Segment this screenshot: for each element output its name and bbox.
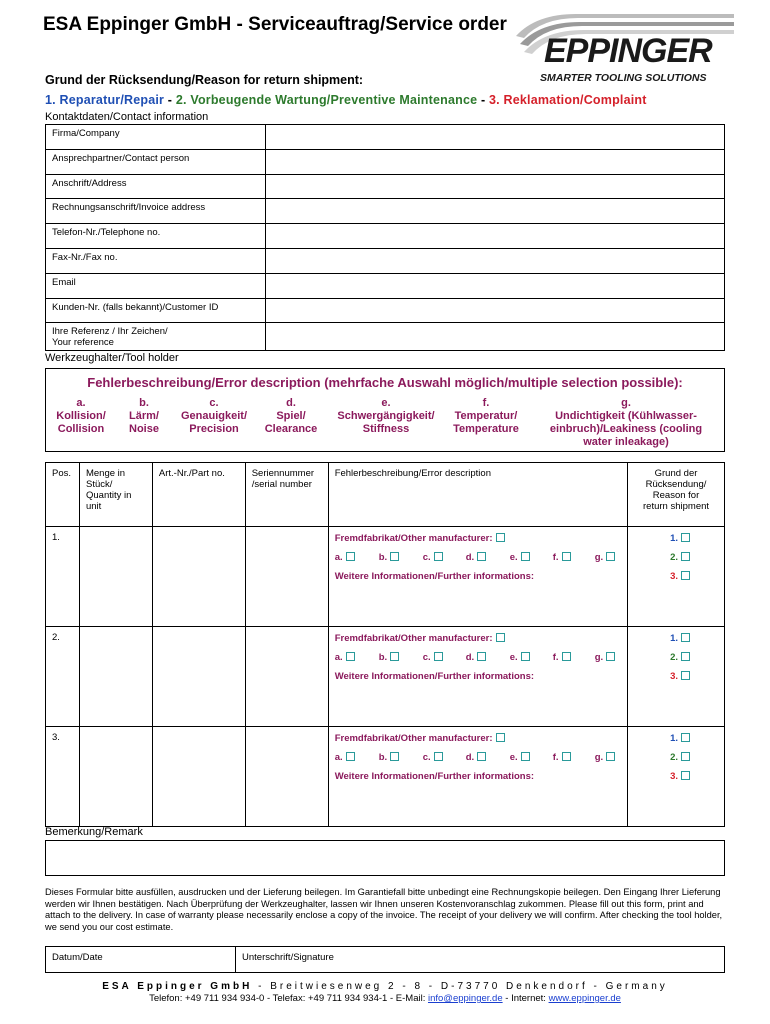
error-letter-label: g. <box>594 552 604 563</box>
other-manufacturer-checkbox[interactable] <box>496 733 505 742</box>
return-reason-option <box>670 533 690 544</box>
error-category <box>256 397 326 436</box>
error-description-box <box>45 368 725 452</box>
error-letter-checkbox[interactable] <box>434 652 443 661</box>
serial-number-input[interactable] <box>245 527 328 627</box>
contact-field-input[interactable] <box>266 125 725 150</box>
error-letter-label: c. <box>422 552 431 563</box>
error-letter-label: d. <box>465 752 475 763</box>
error-letter-option <box>553 752 571 763</box>
contact-row <box>46 248 725 273</box>
date-field[interactable] <box>46 947 236 973</box>
logo-wordmark: EPPINGER <box>544 32 712 70</box>
return-reason-option <box>670 752 690 763</box>
contact-field-label: Ansprechpartner/Contact person <box>46 149 266 174</box>
contact-row <box>46 149 725 174</box>
footer-phone: Telefon: +49 711 934 934-0 <box>149 993 265 1004</box>
error-letter-checkbox[interactable] <box>562 552 571 561</box>
quantity-input[interactable] <box>79 727 152 827</box>
quantity-input[interactable] <box>79 527 152 627</box>
error-letter-option <box>423 552 443 563</box>
footer-fax: Telefax: +49 711 934 934-1 <box>272 993 388 1004</box>
return-reason-checkbox[interactable] <box>681 633 690 642</box>
contact-field-label: Rechnungsanschrift/Invoice address <box>46 199 266 224</box>
contact-field-label: Email <box>46 273 266 298</box>
date-label: Datum/Date <box>52 952 103 963</box>
serial-number-input[interactable] <box>245 627 328 727</box>
error-letter-checkbox[interactable] <box>562 752 571 761</box>
error-letter-label: b. <box>378 552 388 563</box>
return-reason-option <box>670 652 690 663</box>
return-reason-number: 3. <box>670 671 678 682</box>
error-letter-option <box>595 552 615 563</box>
error-letter-option <box>510 752 530 763</box>
contact-field-label: Telefon-Nr./Telephone no. <box>46 224 266 249</box>
error-category <box>326 397 446 436</box>
error-letter-label: b. <box>378 652 388 663</box>
return-reason-checkbox[interactable] <box>681 671 690 680</box>
error-category <box>526 397 726 449</box>
error-letter-option <box>510 652 530 663</box>
position-row <box>46 727 725 827</box>
error-letter-label: c. <box>422 752 431 763</box>
contact-row <box>46 298 725 323</box>
error-letter-checkbox[interactable] <box>606 552 615 561</box>
quantity-input[interactable] <box>79 627 152 727</box>
header-error-description: Fehlerbeschreibung/Error description <box>328 463 627 527</box>
position-row <box>46 527 725 627</box>
error-letter-checkbox[interactable] <box>606 752 615 761</box>
footer-email-link[interactable]: info@eppinger.de <box>427 993 503 1004</box>
error-letter-checkbox[interactable] <box>390 652 399 661</box>
footer-website-link[interactable]: www.eppinger.de <box>548 993 621 1004</box>
error-category <box>118 397 170 436</box>
error-category-key: f. <box>482 397 490 409</box>
footer-internet-label: Internet: <box>511 993 546 1004</box>
return-reason-checkbox[interactable] <box>681 652 690 661</box>
contact-field-label: Firma/Company <box>46 125 266 150</box>
error-letter-option <box>335 752 355 763</box>
tool-holder-label: Werkzeughalter/Tool holder <box>45 352 179 364</box>
error-letter-checkbox[interactable] <box>477 552 486 561</box>
error-letter-option <box>553 652 571 663</box>
error-letter-label: e. <box>509 552 518 563</box>
contact-field-input[interactable] <box>266 199 725 224</box>
other-manufacturer-checkbox[interactable] <box>496 633 505 642</box>
error-letter-option <box>466 552 486 563</box>
error-letter-option <box>379 752 399 763</box>
logo-tagline: SMARTER TOOLING SOLUTIONS <box>540 72 707 84</box>
part-no-input[interactable] <box>152 727 245 827</box>
signature-table <box>45 946 725 973</box>
error-letter-label: d. <box>465 652 475 663</box>
other-manufacturer-checkbox[interactable] <box>496 533 505 542</box>
part-no-input[interactable] <box>152 527 245 627</box>
error-letter-checkbox[interactable] <box>346 552 355 561</box>
error-category-label: Spiel/ Clearance <box>264 410 318 435</box>
contact-row <box>46 323 725 351</box>
error-category <box>174 397 254 436</box>
serial-number-input[interactable] <box>245 727 328 827</box>
eppinger-logo <box>516 10 734 88</box>
error-letter-option <box>595 652 615 663</box>
header-part-no: Art.-Nr./Part no. <box>152 463 245 527</box>
contact-field-input[interactable] <box>266 149 725 174</box>
reason-separator: - <box>477 93 489 107</box>
error-letter-option <box>335 552 355 563</box>
signature-field[interactable] <box>236 947 725 973</box>
error-category-key: e. <box>381 397 391 409</box>
error-letter-option <box>335 652 355 663</box>
footer-company: ESA Eppinger GmbH <box>102 981 253 992</box>
error-letter-label: g. <box>594 652 604 663</box>
return-reason-number: 1. <box>670 633 678 644</box>
other-manufacturer-option <box>335 733 505 744</box>
contact-table <box>45 124 725 351</box>
header-quantity: Menge in Stück/ Quantity in unit <box>79 463 152 527</box>
error-category-label: Temperatur/ Temperature <box>453 410 519 435</box>
return-reason-option <box>670 733 690 744</box>
reason-separator: - <box>164 93 176 107</box>
return-reason-option <box>670 671 690 682</box>
error-letter-checkbox[interactable] <box>477 752 486 761</box>
return-reason-cell <box>628 527 725 627</box>
header-return-reason: Grund der Rücksendung/ Reason for return shipment <box>628 463 725 527</box>
contact-row <box>46 224 725 249</box>
error-letter-checkbox[interactable] <box>521 752 530 761</box>
return-reason-number: 2. <box>670 552 678 563</box>
error-letter-label: f. <box>552 752 559 763</box>
error-category-key: a. <box>76 397 86 409</box>
return-reason-checkbox[interactable] <box>681 571 690 580</box>
position-number: 3. <box>46 727 80 827</box>
error-letter-option <box>553 552 571 563</box>
position-number: 2. <box>46 627 80 727</box>
error-letter-label: c. <box>422 652 431 663</box>
positions-header-row <box>46 463 725 527</box>
error-letter-label: g. <box>594 752 604 763</box>
error-letter-option <box>595 752 615 763</box>
error-letter-label: f. <box>552 552 559 563</box>
error-description-cell <box>328 627 627 727</box>
other-manufacturer-label: Fremdfabrikat/Other manufacturer: <box>334 633 493 644</box>
return-reason-checkbox[interactable] <box>681 552 690 561</box>
contact-field-label: Kunden-Nr. (falls bekannt)/Customer ID <box>46 298 266 323</box>
further-info-label: Weitere Informationen/Further informations: <box>334 571 535 582</box>
error-letter-checkbox[interactable] <box>346 652 355 661</box>
signature-label: Unterschrift/Signature <box>242 952 334 963</box>
return-reason-number: 2. <box>670 652 678 663</box>
instructions-note: Dieses Formular bitte ausfüllen, ausdrucken und der Lieferung beilegen. Im Garantiefall bitte unbedingt eine Rechnungskopie beilegen. Den Eingang Ihrer Lieferung werden wir Ihnen bestätigen. Nach Überprüfung der Werkzeughalter, lassen wir Ihnen unseren Kostenvoranschlag zukommen. Please fill out this form, print and attach to the delivery. In case of warranty please necessarily enclose a copy of the invoice. The receipt of your delivery we will confirm. After checking the tool holder, we send you our cost estimate. <box>45 887 723 933</box>
error-letter-option <box>423 752 443 763</box>
error-letter-label: e. <box>509 652 518 663</box>
return-reason-number: 2. <box>670 752 678 763</box>
error-letter-label: f. <box>552 652 559 663</box>
footer-email-label: E-Mail: <box>395 993 426 1004</box>
error-category-label: Kollision/ Collision <box>56 410 106 435</box>
page-title: ESA Eppinger GmbH - Serviceauftrag/Service order <box>43 14 507 35</box>
reason-options <box>45 93 647 107</box>
return-reason-option <box>670 633 690 644</box>
error-category-label: Schwergängigkeit/ Stiffness <box>337 410 435 435</box>
error-letter-checkbox[interactable] <box>562 652 571 661</box>
return-reason-option <box>670 771 690 782</box>
return-reason-checkbox[interactable] <box>681 533 690 542</box>
error-letter-option <box>466 752 486 763</box>
contact-field-input[interactable] <box>266 224 725 249</box>
reason-title: Grund der Rücksendung/Reason for return shipment: <box>45 73 364 87</box>
error-letter-checkbox[interactable] <box>606 652 615 661</box>
positions-table <box>45 462 725 827</box>
error-letter-checkbox[interactable] <box>477 652 486 661</box>
error-category-key: b. <box>139 397 149 409</box>
return-reason-checkbox[interactable] <box>681 733 690 742</box>
return-reason-checkbox[interactable] <box>681 771 690 780</box>
return-reason-number: 3. <box>670 771 678 782</box>
position-row <box>46 627 725 727</box>
contact-field-label: Anschrift/Address <box>46 174 266 199</box>
reason-repair: 1. Reparatur/Repair <box>45 93 165 107</box>
header-serial: Seriennummer /serial number <box>245 463 328 527</box>
reason-maintenance: 2. Vorbeugende Wartung/Preventive Maintenance <box>175 93 478 107</box>
contact-field-input[interactable] <box>266 298 725 323</box>
error-letter-checkbox[interactable] <box>434 552 443 561</box>
position-number: 1. <box>46 527 80 627</box>
contact-field-label: Fax-Nr./Fax no. <box>46 248 266 273</box>
other-manufacturer-option <box>335 633 505 644</box>
error-letter-option <box>423 652 443 663</box>
error-category <box>448 397 524 436</box>
contact-field-input[interactable] <box>266 323 725 351</box>
return-reason-checkbox[interactable] <box>681 752 690 761</box>
error-letter-label: b. <box>378 752 388 763</box>
return-reason-cell <box>628 727 725 827</box>
error-letter-option <box>379 652 399 663</box>
error-category-label: Lärm/ Noise <box>129 410 159 435</box>
return-reason-number: 1. <box>670 733 678 744</box>
error-letter-checkbox[interactable] <box>521 552 530 561</box>
remark-field[interactable] <box>45 840 725 876</box>
header-pos: Pos. <box>46 463 80 527</box>
contact-field-label: Ihre Referenz / Ihr Zeichen/ Your reference <box>46 323 266 351</box>
error-category-key: c. <box>209 397 219 409</box>
error-description-cell <box>328 727 627 827</box>
error-letter-label: d. <box>465 552 475 563</box>
return-reason-number: 3. <box>670 571 678 582</box>
error-category <box>48 397 114 436</box>
return-reason-cell <box>628 627 725 727</box>
error-category-label: Undichtigkeit (Kühlwasser- einbruch)/Leakiness (cooling water inleakage) <box>549 410 703 448</box>
return-reason-option <box>670 552 690 563</box>
error-letter-label: a. <box>334 752 343 763</box>
error-category-key: d. <box>286 397 296 409</box>
error-letter-option <box>379 552 399 563</box>
error-letter-label: a. <box>334 552 343 563</box>
error-category-key: g. <box>621 397 631 409</box>
contact-section-label: Kontaktdaten/Contact information <box>45 111 209 123</box>
error-letter-checkbox[interactable] <box>390 752 399 761</box>
part-no-input[interactable] <box>152 627 245 727</box>
error-letter-checkbox[interactable] <box>521 652 530 661</box>
other-manufacturer-option <box>335 533 505 544</box>
footer-address <box>0 981 770 992</box>
error-letter-checkbox[interactable] <box>434 752 443 761</box>
footer-contact: Telefon: +49 711 934 934-0 - Telefax: +49 711 934 934-1 - E-Mail: info@eppinger.de - Internet: www.eppinger.de <box>149 993 621 1004</box>
contact-field-input[interactable] <box>266 248 725 273</box>
error-letter-label: a. <box>334 652 343 663</box>
contact-row <box>46 125 725 150</box>
further-info-label: Weitere Informationen/Further informations: <box>334 671 535 682</box>
return-reason-number: 1. <box>670 533 678 544</box>
error-category-label: Genauigkeit/ Precision <box>180 410 248 435</box>
further-info-label: Weitere Informationen/Further informations: <box>334 771 535 782</box>
reason-complaint: 3. Reklamation/Complaint <box>489 93 647 107</box>
error-letter-option <box>510 552 530 563</box>
error-description-title: Fehlerbeschreibung/Error description (mehrfache Auswahl möglich/multiple selection possible): <box>87 375 683 390</box>
error-letter-checkbox[interactable] <box>390 552 399 561</box>
other-manufacturer-label: Fremdfabrikat/Other manufacturer: <box>334 533 493 544</box>
footer-street: - Breitwiesenweg 2 - 8 - D-73770 Denkendorf - Germany <box>252 981 668 992</box>
contact-row <box>46 174 725 199</box>
return-reason-option <box>670 571 690 582</box>
error-letter-checkbox[interactable] <box>346 752 355 761</box>
contact-field-input[interactable] <box>266 174 725 199</box>
contact-field-input[interactable] <box>266 273 725 298</box>
other-manufacturer-label: Fremdfabrikat/Other manufacturer: <box>334 733 493 744</box>
error-letter-label: e. <box>509 752 518 763</box>
error-description-cell <box>328 527 627 627</box>
contact-row <box>46 199 725 224</box>
contact-row <box>46 273 725 298</box>
remark-label: Bemerkung/Remark <box>45 826 143 838</box>
error-letter-option <box>466 652 486 663</box>
